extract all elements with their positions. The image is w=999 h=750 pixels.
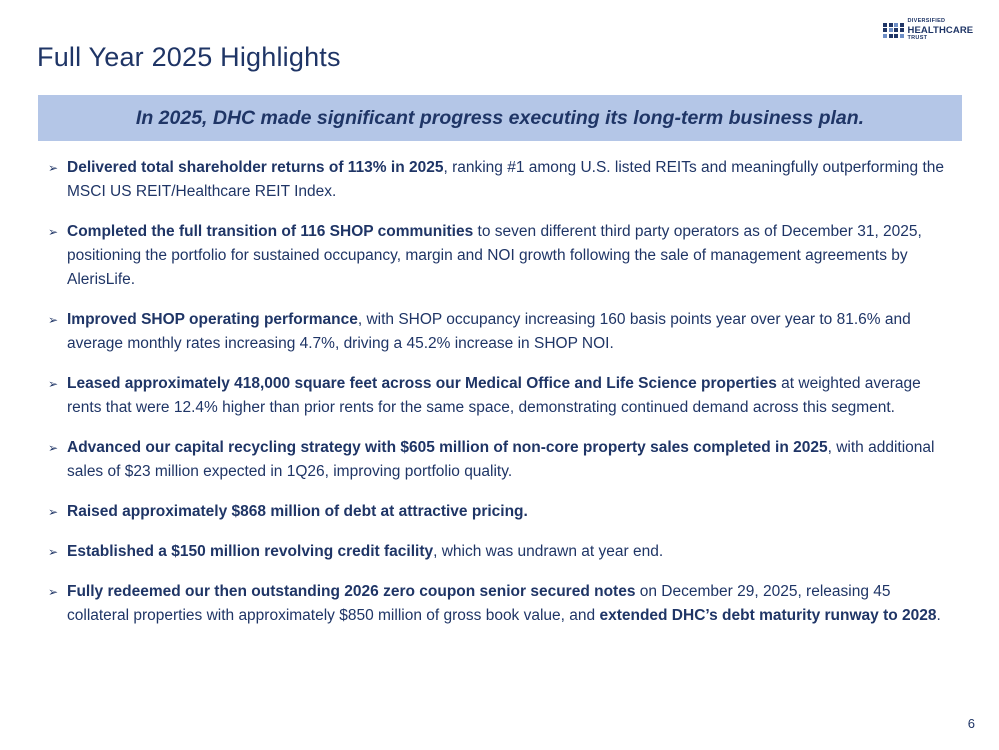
arrow-bullet-icon: ➢ <box>48 313 59 327</box>
logo-line-1: DIVERSIFIED <box>907 18 946 24</box>
arrow-bullet-icon: ➢ <box>48 585 59 599</box>
bullet-body: , with additional sales of $23 million expected in 1Q26, improving portfolio quality. <box>67 439 935 480</box>
bullet-body: on December 29, 2025, releasing 45 collateral properties with approximately $850 million of gross book value, and <box>67 583 891 624</box>
arrow-bullet-icon: ➢ <box>48 505 59 519</box>
list-item <box>48 156 953 204</box>
list-item <box>48 436 953 484</box>
bullet-body-2: . <box>936 607 941 624</box>
list-item <box>48 540 953 564</box>
bullet-bold: Advanced our capital recycling strategy with $605 million of non-core property sales completed in 2025 <box>67 439 828 456</box>
bullet-text <box>67 220 953 292</box>
page-number: 6 <box>967 716 975 731</box>
list-item <box>48 308 953 356</box>
logo-mark-icon <box>883 23 904 38</box>
arrow-bullet-icon: ➢ <box>48 161 59 175</box>
logo-line-2: HEALTHCARE <box>907 24 974 36</box>
bullet-text <box>67 308 953 356</box>
bullet-body: , which was undrawn at year end. <box>433 543 664 560</box>
logo-wordmark <box>908 19 974 42</box>
bullet-body: at weighted average rents that were 12.4% higher than prior rents for the same space, demonstrating continued demand across this segment. <box>67 375 921 416</box>
logo-line-3: TRUST <box>907 35 928 41</box>
arrow-bullet-icon: ➢ <box>48 545 59 559</box>
bullet-bold: Completed the full transition of 116 SHOP communities <box>67 223 474 240</box>
bullet-text <box>67 540 953 564</box>
list-item <box>48 372 953 420</box>
bullet-bold-2: extended DHC’s debt maturity runway to 2028 <box>599 607 937 624</box>
bullet-body: , with SHOP occupancy increasing 160 basis points year over year to 81.6% and average monthly rates increasing 4.7%, driving a 45.2% increase in SHOP NOI. <box>67 311 911 352</box>
arrow-bullet-icon: ➢ <box>48 441 59 455</box>
bullet-text <box>67 436 953 484</box>
bullet-bold: Established a $150 million revolving credit facility <box>67 543 434 560</box>
bullet-bold: Fully redeemed our then outstanding 2026 zero coupon senior secured notes <box>67 583 636 600</box>
list-item <box>48 500 953 524</box>
arrow-bullet-icon: ➢ <box>48 377 59 391</box>
bullet-bold: Improved SHOP operating performance <box>67 311 358 328</box>
bullet-text <box>67 372 953 420</box>
bullet-bold: Delivered total shareholder returns of 113% in 2025 <box>67 159 444 176</box>
list-item <box>48 580 953 628</box>
highlight-banner <box>38 95 962 141</box>
arrow-bullet-icon: ➢ <box>48 225 59 239</box>
bullet-text <box>67 500 953 524</box>
company-logo <box>883 19 973 42</box>
page-title: Full Year 2025 Highlights <box>37 42 341 72</box>
bullet-bold: Leased approximately 418,000 square feet across our Medical Office and Life Science properties <box>67 375 777 392</box>
banner-text: In 2025, DHC made significant progress executing its long-term business plan. <box>135 106 865 129</box>
highlights-list <box>48 156 953 628</box>
bullet-body: , ranking #1 among U.S. listed REITs and meaningfully outperforming the MSCI US REIT/Healthcare REIT Index. <box>67 159 945 200</box>
bullet-text <box>67 156 953 204</box>
bullet-body: to seven different third party operators as of December 31, 2025, positioning the portfolio for sustained occupancy, margin and NOI growth following the sale of management agreements by AlerisLife. <box>67 223 922 288</box>
list-item <box>48 220 953 292</box>
bullet-text <box>67 580 953 628</box>
bullet-bold: Raised approximately $868 million of debt at attractive pricing. <box>67 503 528 520</box>
